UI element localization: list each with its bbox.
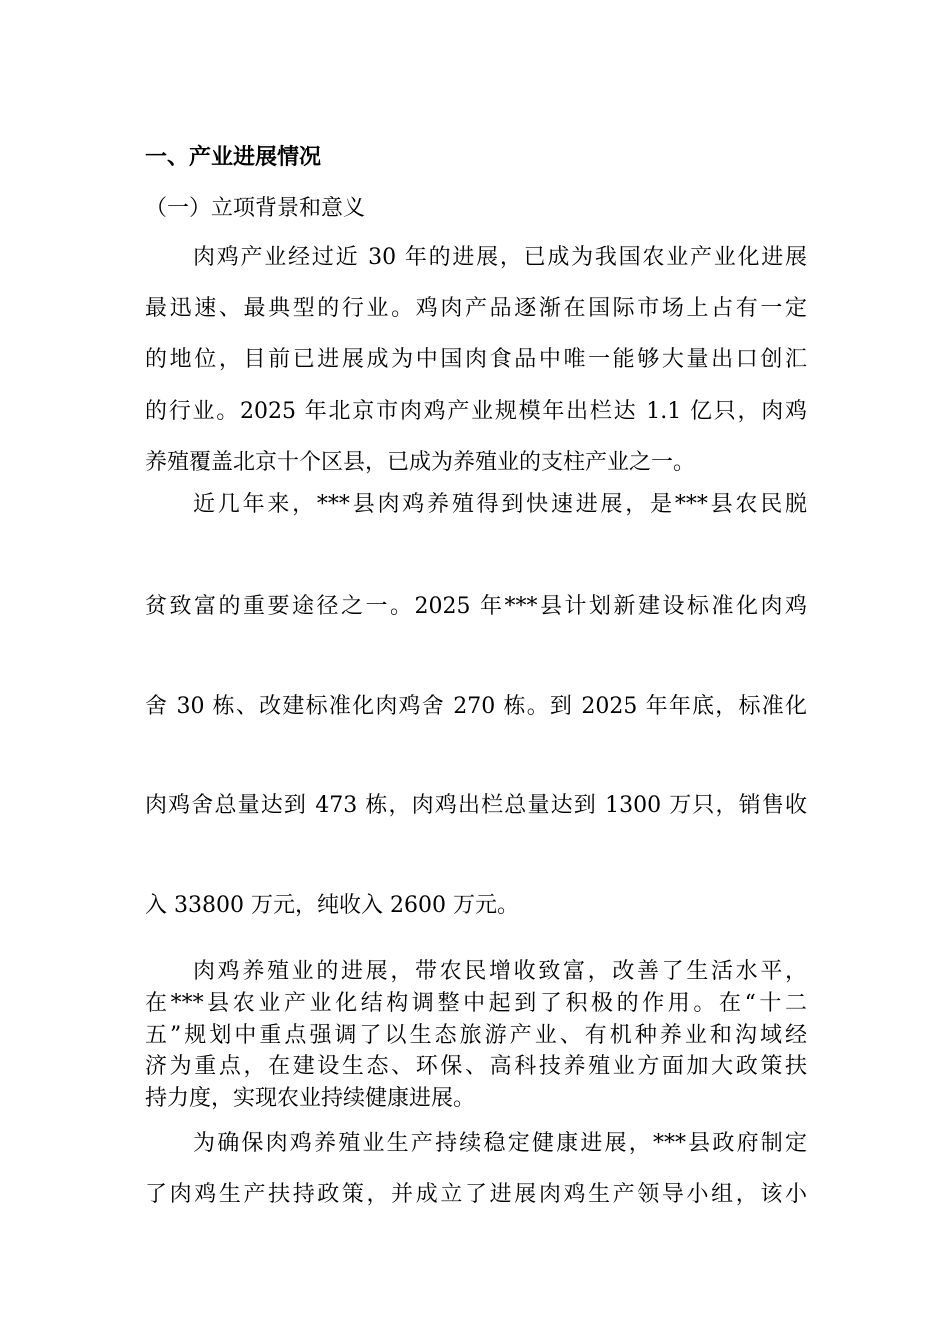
paragraph-1-line-3: 的地位，目前已进展成为中国肉食品中唯一能够大量出口创汇 — [145, 347, 807, 372]
paragraph-3-line-5: 持力度，实现农业持续健康进展。 — [145, 1086, 476, 1111]
section-heading: 一、产业进展情况 — [145, 144, 322, 170]
paragraph-2-line-4: 肉鸡舍总量达到 473 栋，肉鸡出栏总量达到 1300 万只，销售收 — [145, 793, 807, 818]
paragraph-3-line-2: 在***县农业产业化结构调整中起到了积极的作用。在“十二 — [145, 991, 807, 1016]
paragraph-3-line-3: 五”规划中重点强调了以生态旅游产业、有机种养业和沟域经 — [145, 1023, 807, 1048]
paragraph-2-line-2: 贫致富的重要途径之一。2025 年***县计划新建设标准化肉鸡 — [145, 594, 807, 619]
paragraph-3-line-4: 济为重点，在建设生态、环保、高科技养殖业方面加大政策扶 — [145, 1054, 807, 1079]
paragraph-1-line-1: 肉鸡产业经过近 30 年的进展，已成为我国农业产业化进展 — [193, 245, 807, 270]
paragraph-3-line-1: 肉鸡养殖业的进展，带农民增收致富，改善了生活水平， — [193, 959, 807, 984]
paragraph-1-line-4: 的行业。2025 年北京市肉鸡产业规模年出栏达 1.1 亿只，肉鸡 — [145, 399, 807, 424]
paragraph-1-line-2: 最迅速、最典型的行业。鸡肉产品逐渐在国际市场上占有一定 — [145, 296, 807, 321]
paragraph-1-line-5: 养殖覆盖北京十个区县，已成为养殖业的支柱产业之一。 — [145, 450, 696, 475]
paragraph-2-line-1: 近几年来，***县肉鸡养殖得到快速进展，是***县农民脱 — [193, 492, 807, 517]
paragraph-4-line-2: 了肉鸡生产扶持政策，并成立了进展肉鸡生产领导小组，该小 — [145, 1182, 807, 1207]
paragraph-2-line-3: 舍 30 栋、改建标准化肉鸡舍 270 栋。到 2025 年年底，标准化 — [145, 694, 807, 719]
paragraph-4-line-1: 为确保肉鸡养殖业生产持续稳定健康进展，***县政府制定 — [193, 1131, 807, 1156]
subsection-heading: （一）立项背景和意义 — [145, 196, 366, 221]
paragraph-2-line-5: 入 33800 万元，纯收入 2600 万元。 — [145, 893, 519, 918]
